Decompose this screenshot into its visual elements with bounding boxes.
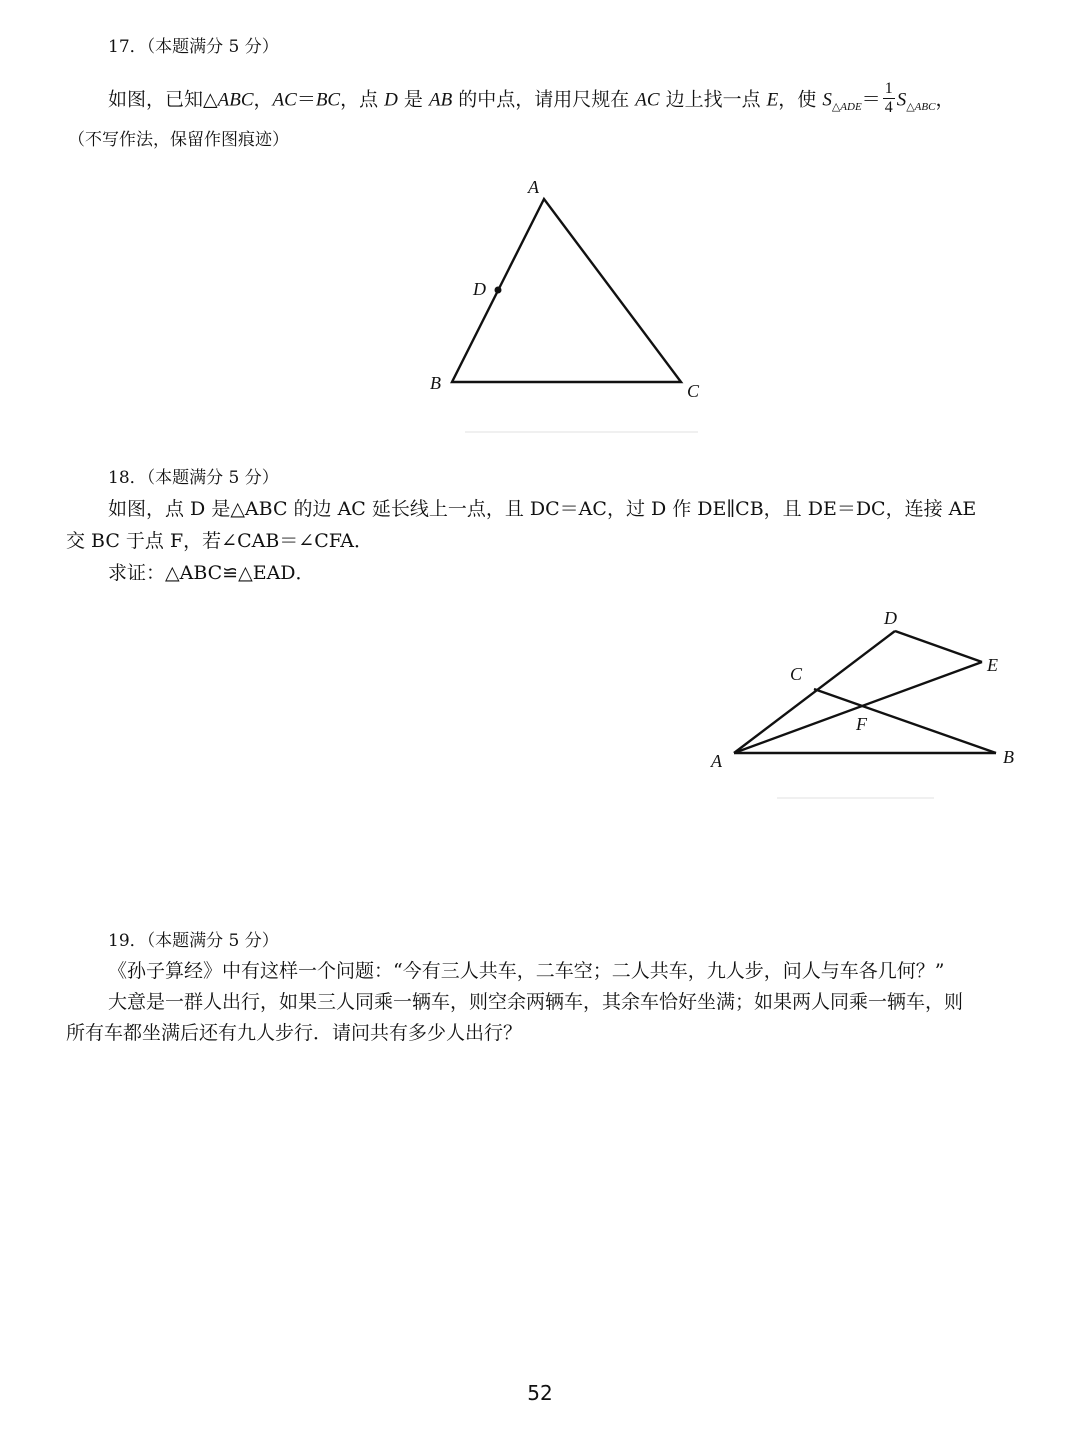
q17-label-d: D <box>473 279 486 299</box>
q17-point-e: E <box>766 89 779 111</box>
q18-line-3: 求证：△ABC≌△EAD． <box>108 562 315 584</box>
q18-label-e: E <box>987 655 998 675</box>
q17-bc: BC <box>315 89 341 111</box>
q18-segment-de <box>895 631 982 662</box>
q18-label-a: A <box>711 751 722 771</box>
q17-text-4: 是 <box>397 88 429 111</box>
q17-label-b: B <box>430 373 441 393</box>
page-number: 52 <box>527 1381 553 1405</box>
q17-eq-2: ＝ <box>861 88 881 111</box>
q17-text-8: ， <box>935 88 955 111</box>
q18-header: 18．（本题满分 5 分） <box>108 468 279 488</box>
q19-line-3: 所有车都坐满后还有九人步行．请问共有多少人出行？ <box>66 1022 523 1044</box>
q17-text-7: ，使 <box>778 88 823 111</box>
q17-header: 17．（本题满分 5 分） <box>108 37 279 57</box>
q17-text-3: ，点 <box>340 88 385 111</box>
q17-label-a: A <box>528 177 539 197</box>
q17-note: （不写作法，保留作图痕迹） <box>68 130 289 150</box>
q18-line-2: 交 BC 于点 F，若∠CAB＝∠CFA． <box>66 530 374 552</box>
q17-s-ade: S <box>822 89 832 111</box>
q17-eq-1: ＝ <box>296 88 316 111</box>
q17-point-d: D <box>384 89 398 111</box>
q17-ac-2: AC <box>635 89 660 111</box>
q18-label-d: D <box>884 608 897 628</box>
q17-fraction-numerator: 1 <box>884 80 893 97</box>
q18-label-c: C <box>790 664 803 684</box>
q17-s-abc: S <box>896 89 907 111</box>
q17-s-abc-sub: △ABC <box>906 100 936 113</box>
q17-text-2: ， <box>253 88 273 111</box>
q17-triangle-abc: △ABC <box>203 89 254 111</box>
q18-segment-ae <box>734 662 982 753</box>
q17-ac: AC <box>272 89 297 111</box>
q17-ab: AB <box>428 89 453 111</box>
q18-line-1: 如图，点 D 是△ABC 的边 AC 延长线上一点，且 DC＝AC，过 D 作 DE∥CB，且 DE＝DC，连接 AE <box>108 498 977 520</box>
q17-s-ade-sub: △ADE <box>831 100 862 113</box>
q18-segment-ad <box>734 631 895 753</box>
q18-label-f: F <box>856 714 867 734</box>
q17-text-5: 的中点，请用尺规在 <box>452 88 636 111</box>
q18-segment-cb <box>814 689 996 753</box>
q17-text-1: 如图，已知 <box>108 88 204 111</box>
q19-line-2: 大意是一群人出行，如果三人同乘一辆车，则空余两辆车，其余车恰好坐满；如果两人同乘一辆车，则 <box>108 991 964 1013</box>
q18-label-b: B <box>1003 747 1014 767</box>
q19-header: 19．（本题满分 5 分） <box>108 931 279 951</box>
q17-text-6: 边上找一点 <box>659 88 767 111</box>
q17-label-c: C <box>687 381 700 401</box>
q19-line-1: 《孙子算经》中有这样一个问题：“今有三人共车，二车空；二人共车，九人步，问人与车各几何？” <box>108 960 945 982</box>
q17-fraction-denominator: 4 <box>884 99 893 116</box>
